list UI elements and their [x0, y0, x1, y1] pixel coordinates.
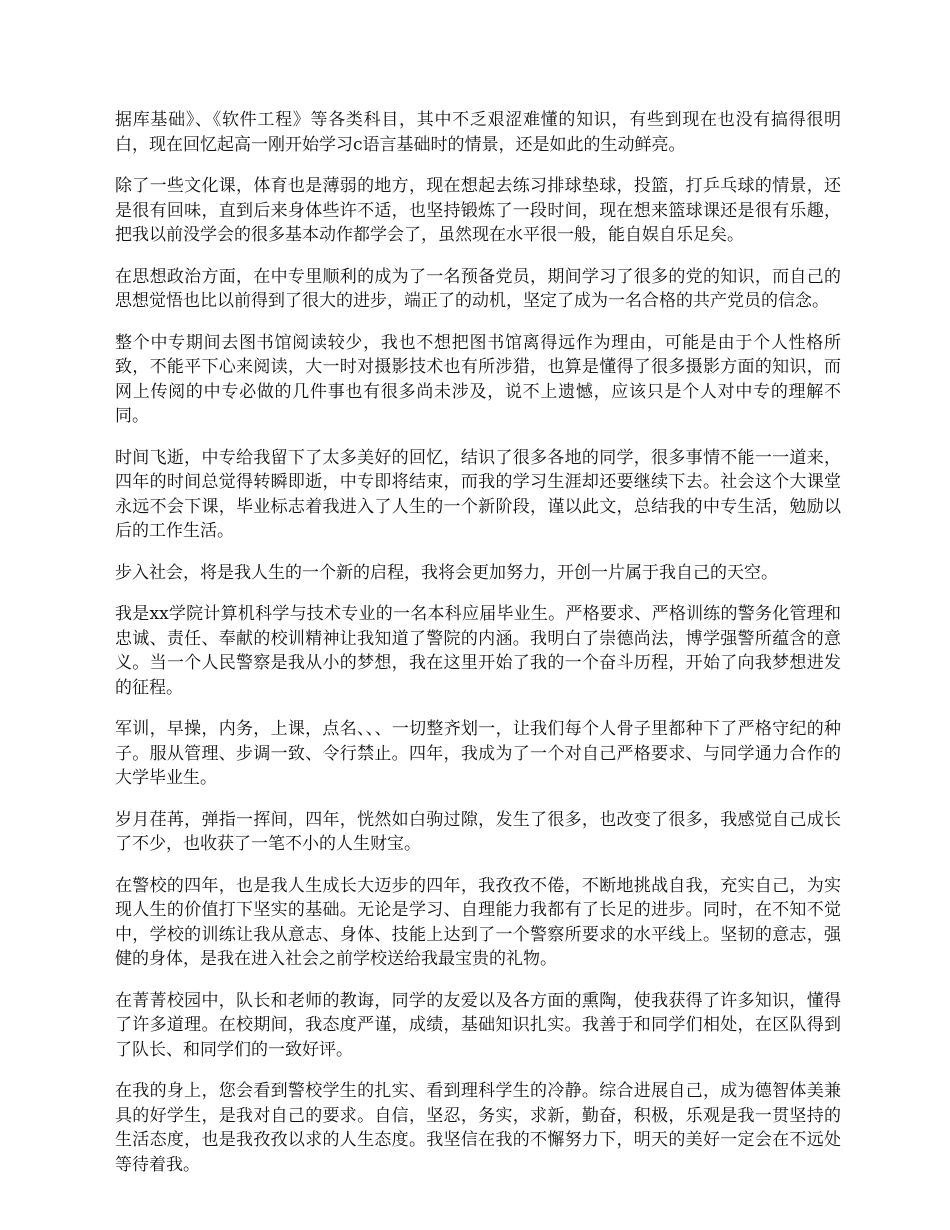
- paragraph-5: 时间飞逝，中专给我留下了太多美好的回忆，结识了很多各地的同学，很多事情不能一一道来，四年的时间总觉得转瞬即逝，中专即将结束，而我的学习生涯却还要继续下去。社会这个大课堂永远不会下课，毕业标志着我进入了人生的一个新阶段，谨以此文，总结我的中专生活，勉励以后的工作生活。: [115, 447, 841, 541]
- paragraph-3: 在思想政治方面，在中专里顺利的成为了一名预备党员，期间学习了很多的党的知识，而自己的思想觉悟也比以前得到了很大的进步，端正了的动机，坚定了成为一名合格的共产党员的信念。: [115, 266, 841, 311]
- paragraph-11: 在菁菁校园中，队长和老师的教诲，同学的友爱以及各方面的熏陶，使我获得了许多知识，懂得了许多道理。在校期间，我态度严谨，成绩，基础知识扎实。我善于和同学们相处，在区队得到了队长、和同学们的一致好评。: [115, 990, 841, 1060]
- paragraph-4: 整个中专期间去图书馆阅读较少，我也不想把图书馆离得远作为理由，可能是由于个人性格所致，不能平下心来阅读，大一时对摄影技术也有所涉猎，也算是懂得了很多摄影方面的知识，而网上传阅的中专必做的几件事也有很多尚未涉及，说不上遗憾，应该只是个人对中专的理解不同。: [115, 332, 841, 426]
- paragraph-6: 步入社会，将是我人生的一个新的启程，我将会更加努力，开创一片属于我自己的天空。: [115, 562, 778, 583]
- paragraph-12: 在我的身上，您会看到警校学生的扎实、看到理科学生的冷静。综合进展自己，成为德智体美兼具的好学生，是我对自己的要求。自信，坚忍，务实，求新，勤奋，积极，乐观是我一贯坚持的生活态度，也是我孜孜以求的人生态度。我坚信在我的不懈努力下，明天的美好一定会在不远处等待着我。: [115, 1081, 841, 1175]
- paragraph-8: 军训，早操，内务，上课，点名、、、一切整齐划一，让我们每个人骨子里都种下了严格守纪的种子。服从管理、步调一致、令行禁止。四年，我成为了一个对自己严格要求、与同学通力合作的大学毕业生。: [115, 719, 841, 788]
- paragraph-9: 岁月荏苒，弹指一挥间，四年，恍然如白驹过隙，发生了很多，也改变了很多，我感觉自己成长了不少，也收获了一笔不小的人生财宝。: [115, 809, 841, 854]
- paragraph-7: 我是xx学院计算机科学与技术专业的一名本科应届毕业生。严格要求、严格训练的警务化管理和忠诚、责任、奉献的校训精神让我知道了警院的内涵。我明白了崇德尚法，博学强警所蕴含的意义。当一个人民警察是我从小的梦想，我在这里开始了我的一个奋斗历程，开始了向我梦想进发的征程。: [115, 604, 841, 698]
- document-page: [115, 108, 841, 1194]
- paragraph-10: 在警校的四年，也是我人生成长大迈步的四年，我孜孜不倦，不断地挑战自我，充实自己，为实现人生的价值打下坚实的基础。无论是学习、自理能力我都有了长足的进步。同时，在不知不觉中，学校的训练让我从意志、身体、技能上达到了一个警察所要求的水平线上。坚韧的意志，强健的身体，是我在进入社会之前学校送给我最宝贵的礼物。: [115, 875, 841, 969]
- paragraph-2: 除了一些文化课，体育也是薄弱的地方，现在想起去练习排球垫球，投篮，打乒乓球的情景，还是很有回味，直到后来身体些许不适，也坚持锻炼了一段时间，现在想来篮球课还是很有乐趣，把我以前没学会的很多基本动作都学会了，虽然现在水平很一般，能自娱自乐足矣。: [115, 176, 841, 245]
- paragraph-1: 据库基础》、《软件工程》等各类科目，其中不乏艰涩难懂的知识，有些到现在也没有搞得很明白，现在回忆起高一刚开始学习c语言基础时的情景，还是如此的生动鲜亮。: [115, 110, 841, 155]
